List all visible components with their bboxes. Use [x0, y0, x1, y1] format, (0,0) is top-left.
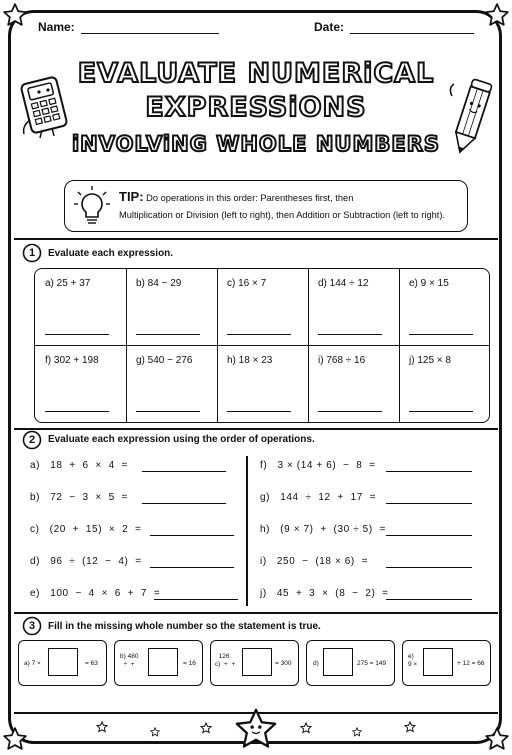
column-divider: [246, 456, 248, 606]
tip-text: [119, 188, 445, 224]
problem-text: g) 540 − 276: [136, 355, 193, 366]
problem-cell[interactable]: [126, 346, 217, 422]
section-2-heading: Evaluate each expression using the order of operations.: [48, 434, 315, 445]
fill-in-suffix: 275 = 149: [357, 660, 387, 667]
expression-text: j) 45 + 3 × (8 − 2) =: [260, 588, 389, 599]
fill-in-box: [18, 640, 107, 686]
fill-in-box: [306, 640, 395, 686]
problem-cell[interactable]: [126, 269, 217, 345]
answer-line[interactable]: [150, 566, 234, 568]
small-star-icon: [96, 721, 108, 733]
section-1-heading: Evaluate each expression.: [48, 248, 174, 259]
small-star-icon: [300, 722, 312, 734]
section-2-badge: 2: [22, 430, 42, 450]
missing-number-input[interactable]: [242, 648, 272, 676]
answer-line[interactable]: [318, 411, 382, 412]
title-line-3: iNVOLViNG WHOLE NUMBERS: [71, 132, 440, 156]
answer-line[interactable]: [386, 470, 472, 472]
smiling-star-mascot-icon: [231, 706, 281, 752]
expression-text: b) 72 − 3 × 5 =: [30, 492, 128, 503]
date-label: Date:: [314, 20, 345, 34]
problem-cell[interactable]: [35, 346, 126, 422]
missing-number-input[interactable]: [148, 648, 178, 676]
expression-text: f) 3 × (14 + 6) − 8 =: [260, 460, 376, 471]
section-divider: [14, 428, 498, 430]
tip-box: [64, 180, 468, 232]
problem-text: e) 9 × 15: [409, 278, 449, 289]
fill-in-box: [114, 640, 203, 686]
fill-in-prefix: b) 480 ÷ +: [120, 653, 139, 668]
problem-cell[interactable]: [399, 346, 490, 422]
answer-line[interactable]: [409, 334, 473, 335]
answer-line[interactable]: [136, 411, 200, 412]
section-1-grid: [34, 268, 490, 423]
expression-text: d) 96 ÷ (12 − 4) =: [30, 556, 142, 567]
answer-line[interactable]: [386, 566, 472, 568]
fill-in-suffix: = 300: [275, 660, 292, 667]
answer-line[interactable]: [386, 502, 472, 504]
problem-cell[interactable]: [308, 346, 399, 422]
answer-line[interactable]: [150, 534, 234, 536]
expression-text: g) 144 ÷ 12 + 17 =: [260, 492, 377, 503]
missing-number-input[interactable]: [423, 648, 453, 676]
problem-text: a) 25 + 37: [45, 278, 91, 289]
fill-in-prefix: d): [313, 660, 319, 667]
problem-text: i) 768 ÷ 16: [318, 355, 366, 366]
problem-text: c) 16 × 7: [227, 278, 267, 289]
small-star-icon: [150, 727, 160, 737]
expression-text: h) (9 × 7) + (30 ÷ 5) =: [260, 524, 386, 535]
fill-in-box: [210, 640, 299, 686]
section-3-heading: Fill in the missing whole number so the statement is true.: [48, 621, 321, 632]
title-line-1: EVALUATE NUMERiCAL: [77, 58, 435, 89]
date-field[interactable]: [314, 20, 474, 34]
answer-line[interactable]: [227, 334, 291, 335]
answer-line[interactable]: [142, 470, 226, 472]
fill-in-suffix: = 63: [85, 660, 98, 667]
tip-line-2: Multiplication or Division (left to right), then Addition or Subtraction (left to right).: [119, 210, 446, 220]
fill-in-prefix: e) 9 ×: [408, 653, 418, 668]
star-icon: [2, 726, 28, 752]
answer-line[interactable]: [136, 334, 200, 335]
section-3-badge: 3: [22, 616, 42, 636]
answer-line[interactable]: [318, 334, 382, 335]
section-1-badge: 1: [22, 243, 42, 263]
name-label: Name:: [38, 20, 75, 34]
title-line-2: EXPRESSiONS: [145, 92, 367, 123]
section-divider: [14, 612, 498, 614]
answer-line[interactable]: [45, 411, 109, 412]
problem-text: b) 84 − 29: [136, 278, 182, 289]
expression-text: e) 100 − 4 × 6 + 7 =: [30, 588, 161, 599]
star-icon: [2, 2, 28, 28]
expression-text: i) 250 − (18 × 6) =: [260, 556, 369, 567]
problem-cell[interactable]: [308, 269, 399, 345]
missing-number-input[interactable]: [323, 648, 353, 676]
problem-cell[interactable]: [217, 269, 308, 345]
small-star-icon: [404, 721, 416, 733]
answer-line[interactable]: [409, 411, 473, 412]
star-icon: [484, 726, 510, 752]
star-icon: [484, 2, 510, 28]
problem-cell[interactable]: [35, 269, 126, 345]
answer-line[interactable]: [386, 534, 472, 536]
fill-in-suffix: + 12 = 66: [457, 660, 485, 667]
name-field[interactable]: [38, 20, 219, 34]
answer-line[interactable]: [386, 598, 472, 600]
tip-line-1: Do operations in this order: Parentheses first, then: [146, 193, 354, 203]
expression-text: a) 18 + 6 × 4 =: [30, 460, 128, 471]
answer-line[interactable]: [227, 411, 291, 412]
lightbulb-icon: [69, 184, 115, 230]
tip-label: TIP:: [119, 189, 144, 204]
small-star-icon: [200, 722, 212, 734]
problem-cell[interactable]: [399, 269, 490, 345]
expression-text: c) (20 + 15) × 2 =: [30, 524, 142, 535]
fill-in-box: [402, 640, 491, 686]
fill-in-prefix: a) 7 ×: [24, 660, 41, 667]
answer-line[interactable]: [154, 598, 238, 600]
problem-text: h) 18 × 23: [227, 355, 273, 366]
fill-in-suffix: = 16: [183, 660, 196, 667]
section-divider: [14, 238, 498, 240]
problem-text: d) 144 ÷ 12: [318, 278, 369, 289]
fill-in-prefix: 126 c) + +: [215, 653, 236, 668]
problem-text: j) 125 × 8: [409, 355, 451, 366]
answer-line[interactable]: [142, 502, 226, 504]
problem-text: f) 302 + 198: [45, 355, 99, 366]
missing-number-input[interactable]: [48, 648, 78, 676]
small-star-icon: [352, 727, 362, 737]
answer-line[interactable]: [45, 334, 109, 335]
problem-cell[interactable]: [217, 346, 308, 422]
